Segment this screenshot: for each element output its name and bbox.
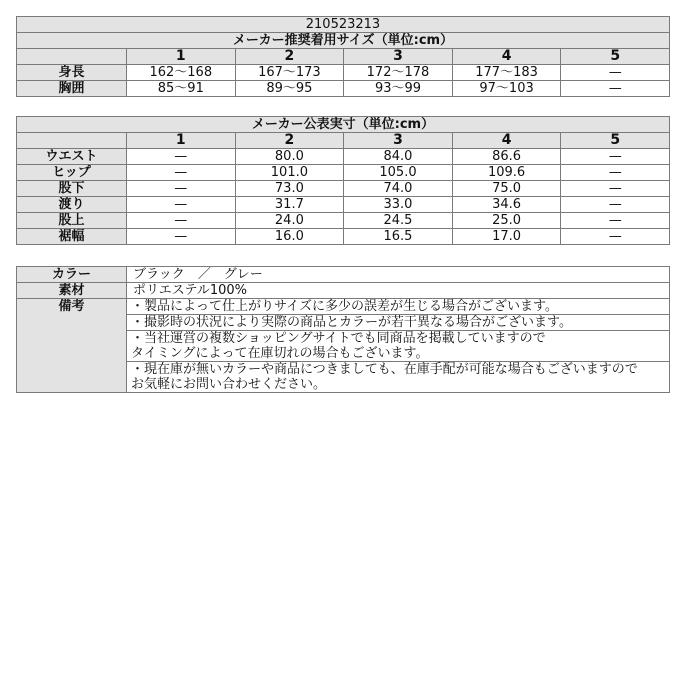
corner-cell (17, 49, 127, 65)
cell: 89～95 (235, 81, 344, 97)
cell: 167～173 (235, 65, 344, 81)
cell: 109.6 (452, 165, 561, 181)
cell: 80.0 (235, 149, 344, 165)
col-header: 4 (452, 49, 561, 65)
cell: 34.6 (452, 197, 561, 213)
cell: — (127, 197, 236, 213)
cell: — (127, 213, 236, 229)
col-header: 1 (127, 133, 236, 149)
cell: 73.0 (235, 181, 344, 197)
row-label: 股上 (17, 213, 127, 229)
col-header: 4 (452, 133, 561, 149)
note-item: ・撮影時の状況により実際の商品とカラーが若干異なる場合がございます。 (127, 315, 670, 331)
cell: — (127, 149, 236, 165)
col-header: 1 (127, 49, 236, 65)
cell: 101.0 (235, 165, 344, 181)
notes-label: 備考 (17, 299, 127, 393)
cell: 24.5 (344, 213, 453, 229)
col-header: 3 (344, 49, 453, 65)
cell: 16.5 (344, 229, 453, 245)
cell: — (127, 165, 236, 181)
table-row (17, 213, 670, 229)
row-label: ヒップ (17, 165, 127, 181)
cell: 86.6 (452, 149, 561, 165)
table-row (17, 181, 670, 197)
material-row (17, 283, 670, 299)
cell: — (561, 197, 670, 213)
cell: — (561, 65, 670, 81)
notes-row (17, 299, 670, 315)
cell: — (561, 213, 670, 229)
cell: 105.0 (344, 165, 453, 181)
table-row (17, 197, 670, 213)
row-label: 胸囲 (17, 81, 127, 97)
cell: 93～99 (344, 81, 453, 97)
cell: 24.0 (235, 213, 344, 229)
row-label: 裾幅 (17, 229, 127, 245)
cell: 172～178 (344, 65, 453, 81)
table-row (17, 149, 670, 165)
recommended-size-table (16, 16, 670, 97)
row-label: ウエスト (17, 149, 127, 165)
cell: — (127, 181, 236, 197)
table-row (17, 165, 670, 181)
cell: — (561, 229, 670, 245)
cell: 33.0 (344, 197, 453, 213)
row-label: 身長 (17, 65, 127, 81)
color-label: カラー (17, 267, 127, 283)
table-row (17, 229, 670, 245)
table-row (17, 65, 670, 81)
col-header: 5 (561, 49, 670, 65)
cell: 85～91 (127, 81, 236, 97)
actual-title: メーカー公表実寸（単位:cm） (17, 117, 670, 133)
row-label: 股下 (17, 181, 127, 197)
col-header: 2 (235, 49, 344, 65)
product-code: 210523213 (17, 17, 670, 33)
recommended-header-row (17, 49, 670, 65)
note-item: ・現在庫が無いカラーや商品につきましても、在庫手配が可能な場合もございますので お気軽にお問い合わせください。 (127, 362, 670, 393)
cell: 17.0 (452, 229, 561, 245)
cell: — (561, 81, 670, 97)
product-info-table (16, 266, 670, 393)
cell: 162～168 (127, 65, 236, 81)
material-label: 素材 (17, 283, 127, 299)
recommended-title: メーカー推奨着用サイズ（単位:cm） (17, 33, 670, 49)
cell: 16.0 (235, 229, 344, 245)
corner-cell (17, 133, 127, 149)
color-value: ブラック ／ グレー (127, 267, 670, 283)
cell: 74.0 (344, 181, 453, 197)
row-label: 渡り (17, 197, 127, 213)
cell: 97～103 (452, 81, 561, 97)
cell: — (561, 165, 670, 181)
table-row (17, 81, 670, 97)
cell: 75.0 (452, 181, 561, 197)
cell: — (561, 181, 670, 197)
actual-header-row (17, 133, 670, 149)
cell: 31.7 (235, 197, 344, 213)
note-item: ・製品によって仕上がりサイズに多少の誤差が生じる場合がございます。 (127, 299, 670, 315)
col-header: 5 (561, 133, 670, 149)
cell: 177～183 (452, 65, 561, 81)
note-item: ・当社運営の複数ショッピングサイトでも同商品を掲載していますので タイミングによって在庫切れの場合もございます。 (127, 331, 670, 362)
cell: — (127, 229, 236, 245)
cell: 84.0 (344, 149, 453, 165)
col-header: 3 (344, 133, 453, 149)
cell: 25.0 (452, 213, 561, 229)
actual-size-table (16, 116, 670, 245)
material-value: ポリエステル100% (127, 283, 670, 299)
color-row (17, 267, 670, 283)
col-header: 2 (235, 133, 344, 149)
cell: — (561, 149, 670, 165)
